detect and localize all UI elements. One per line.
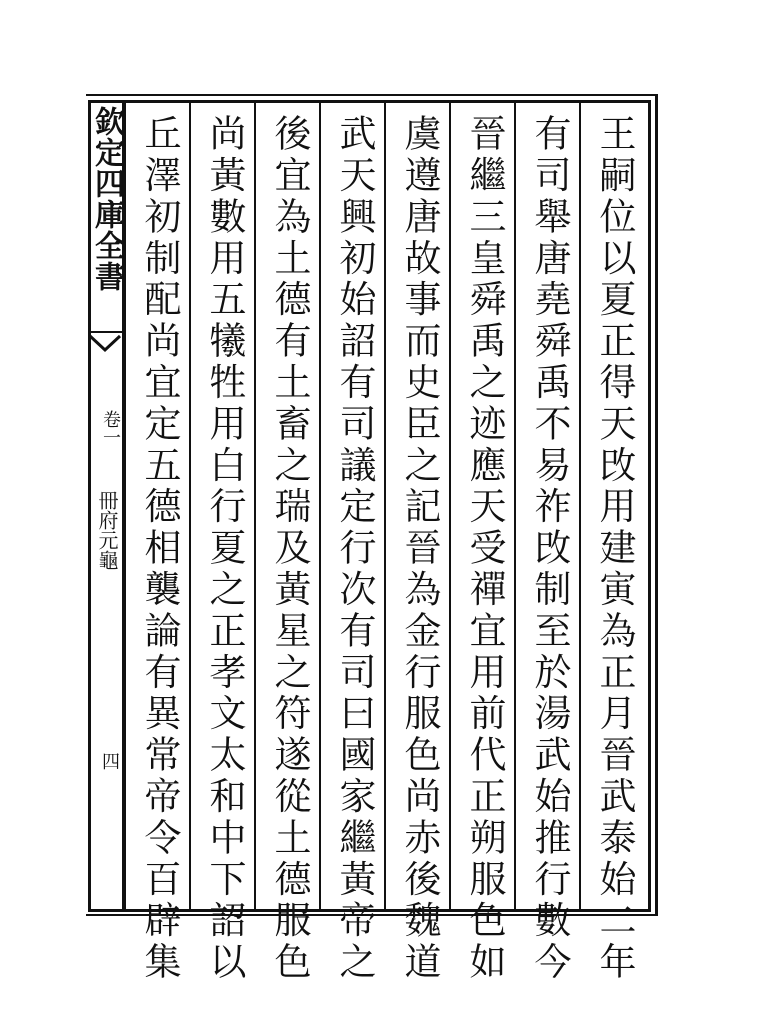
text-column — [189, 100, 254, 984]
volume-label: 卷一 — [100, 410, 121, 446]
column-text: 武天興初始詔有司議定行次有司曰國家繼黃帝之 — [333, 114, 376, 984]
collection-title: 欽定四庫全書 — [89, 106, 124, 292]
column-text: 後宜為土德有土畜之瑞及黃星之符遂從土德服色 — [268, 114, 311, 984]
text-column — [254, 100, 319, 984]
center-fold — [88, 100, 124, 912]
frame-top-rule — [86, 94, 658, 96]
page-number: 四 — [99, 752, 120, 770]
frame-right-rule — [655, 96, 658, 916]
column-text: 晉繼三皇舜禹之迹應天受禪宜用前代正朔服色如 — [463, 114, 506, 984]
text-column — [579, 100, 644, 984]
text-column — [384, 100, 449, 984]
column-text: 王嗣位以夏正得天攺用建寅為正月晉武泰始二年 — [593, 114, 636, 984]
column-text: 尚黃數用五犧牲用白行夏之正孝文太和中下詔以 — [203, 114, 246, 984]
fish-tail-icon — [88, 330, 122, 360]
column-text: 丘澤初制配尚宜定五德相襲論有異常帝令百辟集 — [138, 114, 181, 984]
text-columns — [124, 100, 648, 984]
text-column — [449, 100, 514, 984]
text-column — [124, 100, 189, 984]
text-column — [514, 100, 579, 984]
column-text: 虞遵唐故事而史臣之記晉為金行服色尚赤後魏道 — [398, 114, 441, 984]
text-column — [319, 100, 384, 984]
book-title: 冊府元龜 — [95, 490, 119, 570]
column-text: 有司舉唐堯舜禹不易祚攺制至於湯武始推行數今 — [528, 114, 571, 984]
